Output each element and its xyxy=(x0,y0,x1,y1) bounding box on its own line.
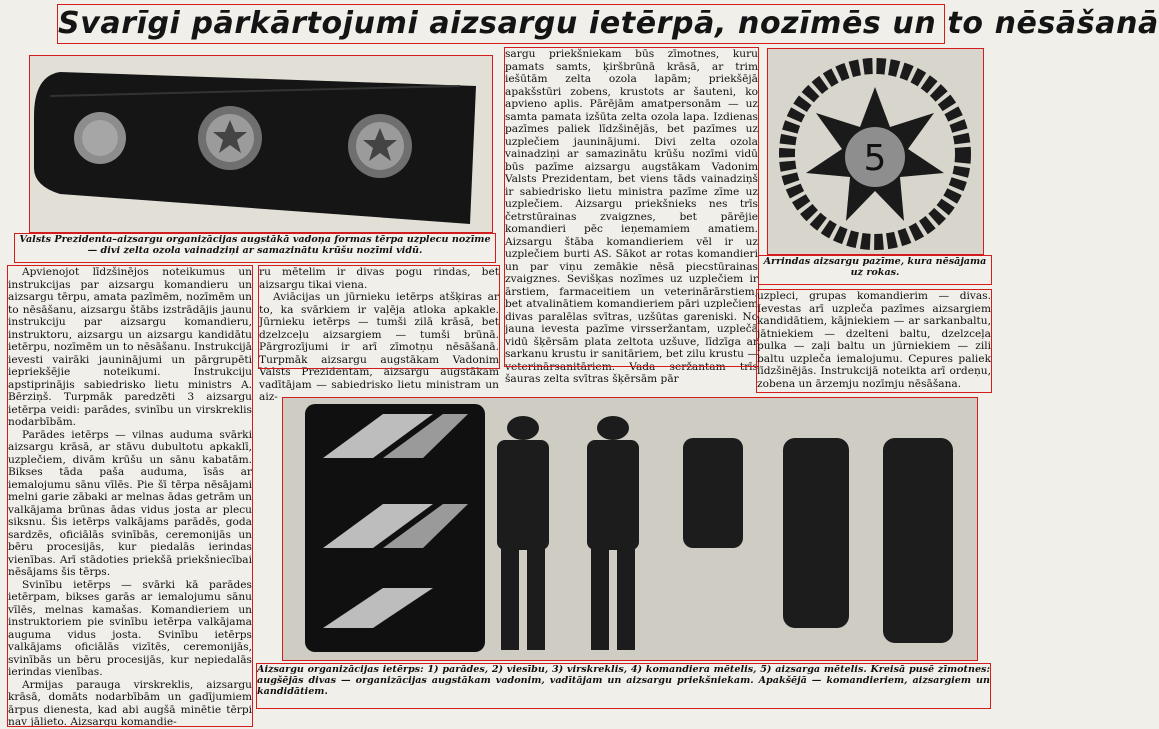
left-col-p2: Parādes ietērps — vilnas auduma svārki aizsargu krāsā, ar stāvu dubultotu apkaklī, uzplečiem, divām krūšu un sānu kabatām. Bikses tāda paša auduma, īsās ar iemalojumu sānu vīlēs. Pie šī tērpa nēsājami melni garie zābaki ar melnas ādas getrām un valkājama brūnas ādas vidus josta ar plecu siksnu. Šis ietērps valkājams parādēs, goda sardzēs, oficiālās svinībās, ceremonijās un bēru procesijās, kur piedalās ierindas vienības. Arī stādoties priekšā priekšniecībai nēsājams šis tērps. xyxy=(8,428,252,578)
mid-col-p2: Aviācijas un jūrnieku ietērps atšķiras ar to, ka svārkiem ir vaļēja atloka apkakle. Jūrnieku ietērps — tumši zilā krāsā, bet dzelzceļu aizsargiem — tumši brūnā. Pārgrozījumi ir arī zīmotņu nēsāšanā. Turpmāk aizsargu augstākam Vadonim Valsts Prezidentam, aizsargu augstākam vadītājam — sabiedrisko lietu ministram un aiz- xyxy=(259,291,499,403)
article-column-middle xyxy=(259,266,499,403)
badge-number: 5 xyxy=(863,138,887,179)
left-col-p3: Svinību ietērps — svārki kā parādes ietērpam, bikses garās ar iemalojumu sānu vīlēs, melnas kamašas. Komandieriem un instruktoriem pie svinību ietērpa valkājama auguma vidus josta. Svinību ietērps valkājams oficiālās vizītēs, ceremonijās, svinībās un bēru procesijās, kur nepiedalās ierindas vienības. xyxy=(8,578,252,678)
uniforms-image xyxy=(283,398,977,660)
armband-badge-photo xyxy=(768,49,983,254)
article-column-left xyxy=(8,266,252,726)
right-col-p1: sargu priekšniekam būs zīmotnes, kuru pamats samts, ķiršbrūnā krāsā, ar trim iešūtām zelta ozola lapām; priekšējā apakšstūri zobens, krustots ar šauteni, ko apvieno aplis. Pārējām amatpersonām — uz samta pamata izšūta zelta ozola lapa. Izdienas pazīmes paliek līdzšinējās, bet pazīmes uz uzplečiem jauninājumi. Divi zelta ozola vainadziņi ar samazinātu krūšu nozīmi vidū būs pazīme aizsargu augstākam Vadonim Valsts Prezidentam, bet viens tāds vainadziņš ir sabiedrisko lietu ministra pazīme zīme uz uzplečiem. Aizsargu priekšnieks nes trīs četrstūrainas zvaigznes, bet pārējie komandieri pēc ieņemamiem amatiem. Aizsargu štāba komandieriem vēl ir uz uzplečiem burti AS. Sākot ar rotas komandieri un par viņu zemākie nēsā piecstūrainas zvaigznes. Sevišķas nozīmes uz uzplečiem ir ārstiem, farmaceitiem un veterinārārstiem, bet atvalinātiem komandieriem pāri uzplečiem divas paralēlas svītras, uzšūtas gareniski. No jauna ievesta pazīme virsseržantam, uzplečā vidū šķērsām plata zeltota uzšuve, līdzīga ar sarkanu krustu ir sanitāriem, bet zilu krustu — veterinārsanitāriem. Vada seržantam trīs šauras zelta svītras šķērsām pār xyxy=(505,48,758,385)
shoulder-board-image xyxy=(30,56,492,232)
left-col-p1: Apvienojot līdzšinējos noteikumus un instrukcijas par aizsargu komandieru un aizsargu tērpu, amata pazīmēm, nozīmēm un to nēsāšanu, aizsargu štābs izstrādājis jaunu instrukciju par aizsargu komandieru, instruktoru, aizsargu un aizsargu kandidātu ietērpu, nozīmēm un to nēsāšanu. Instrukcijā ievesti vairāki jauninājumi un pārgrupēti iepriekšējie noteikumi. Instrukciju apstiprinājis sabiedrisko lietu ministrs A. Bērziņš. Turpmāk paredzēti 3 aizsargu ietērpa veidi: parādes, svinību un virskreklis nodarbībām. xyxy=(8,266,252,428)
wreath-emblem-2 xyxy=(348,114,412,178)
button-emblem xyxy=(74,112,126,164)
wreath-emblem-1 xyxy=(198,106,262,170)
uniform-3-tunic xyxy=(683,438,743,548)
uniform-5-guard-coat xyxy=(883,438,953,643)
uniforms-caption: Aizsargu organizācijas ietērps: 1) parādes, 2) viesību, 3) virskreklis, 4) komandiera mētelis, 5) aizsarga mētelis. Kreisā pusē zīmotnes: augšējās divas — organizācijas augstākam vadonim, vadītājam un aizsargu priekšniekam. Apakšējā — komandieriem, aizsargiem un kandidātiem. xyxy=(257,664,990,708)
left-col-p4: Armijas parauga virskreklis, aizsargu krāsā, domāts nodarbībām un gadījumiem ārpus dienesta, kad abi augšā minētie tērpi nav jālieto. Aizsargu komandie- xyxy=(8,678,252,728)
page-title: Svarīgi pārkārtojumi aizsargu ietērpā, nozīmēs un to nēsāšanā xyxy=(58,6,1159,41)
shoulder-board-photo xyxy=(30,56,492,232)
far-right-p1: uzpleci, grupas komandierim — divas. Ievestas arī uzpleča pazīmes aizsargiem kandidātiem, kājniekiem — ar sarkanbaltu, jātniekiem — dzelteni baltu, dzelzceļa pulka — zaļi baltu un jūrniekiem — zili baltu uzpleča iemalojumu. Cepures paliek līdzšinējās. Instrukcijā noteikta arī ordeņu, zobena un ārzemju nozīmju nēsāšana. xyxy=(757,290,991,390)
badge-caption: Arrindas aizsargu pazīme, kura nēsājama uz rokas. xyxy=(759,256,991,284)
uniform-4-commander-coat xyxy=(783,438,849,628)
article-column-far-right xyxy=(757,290,991,392)
mid-col-p1: ru mētelim ir divas pogu rindas, bet aizsargu tikai viena. xyxy=(259,266,499,291)
article-column-right xyxy=(505,48,758,385)
shoulder-board-caption: Valsts Prezidenta–aizsargu organizācijas augstākā vadoņa formas tērpa uzplecu nozīme — divi zelta ozola vainadziņi ar samazinātu krūšu nozīmi vidū. xyxy=(15,234,495,262)
badge-image xyxy=(768,49,983,254)
uniforms-photo xyxy=(283,398,977,660)
